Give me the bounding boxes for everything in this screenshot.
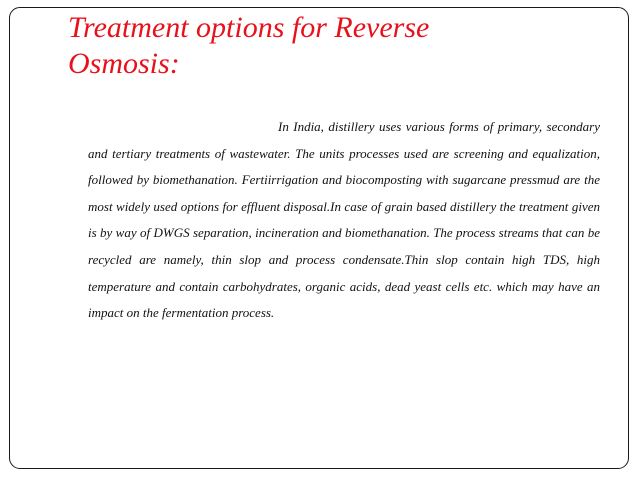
slide-body-text: In India, distillery uses various forms of primary, secondary and tertiary treatments of wastewater. The units processes used are screening and equalization, followed by biomethanation. Fertiirrigation and biocomposting with sugarcane pressmud are the most widely used options for effluent disposal.In case of grain based distillery the treatment given is by way of DWGS separation, incineration and biomethanation. The process streams that can be recycled are namely, thin slop and process condensate.Thin slop contain high TDS, high temperature and contain carbohydrates, organic acids, dead yeast cells etc. which may have an impact on the fermentation process. [88, 119, 600, 321]
slide-title: Treatment options for Reverse Osmosis: [68, 11, 430, 80]
